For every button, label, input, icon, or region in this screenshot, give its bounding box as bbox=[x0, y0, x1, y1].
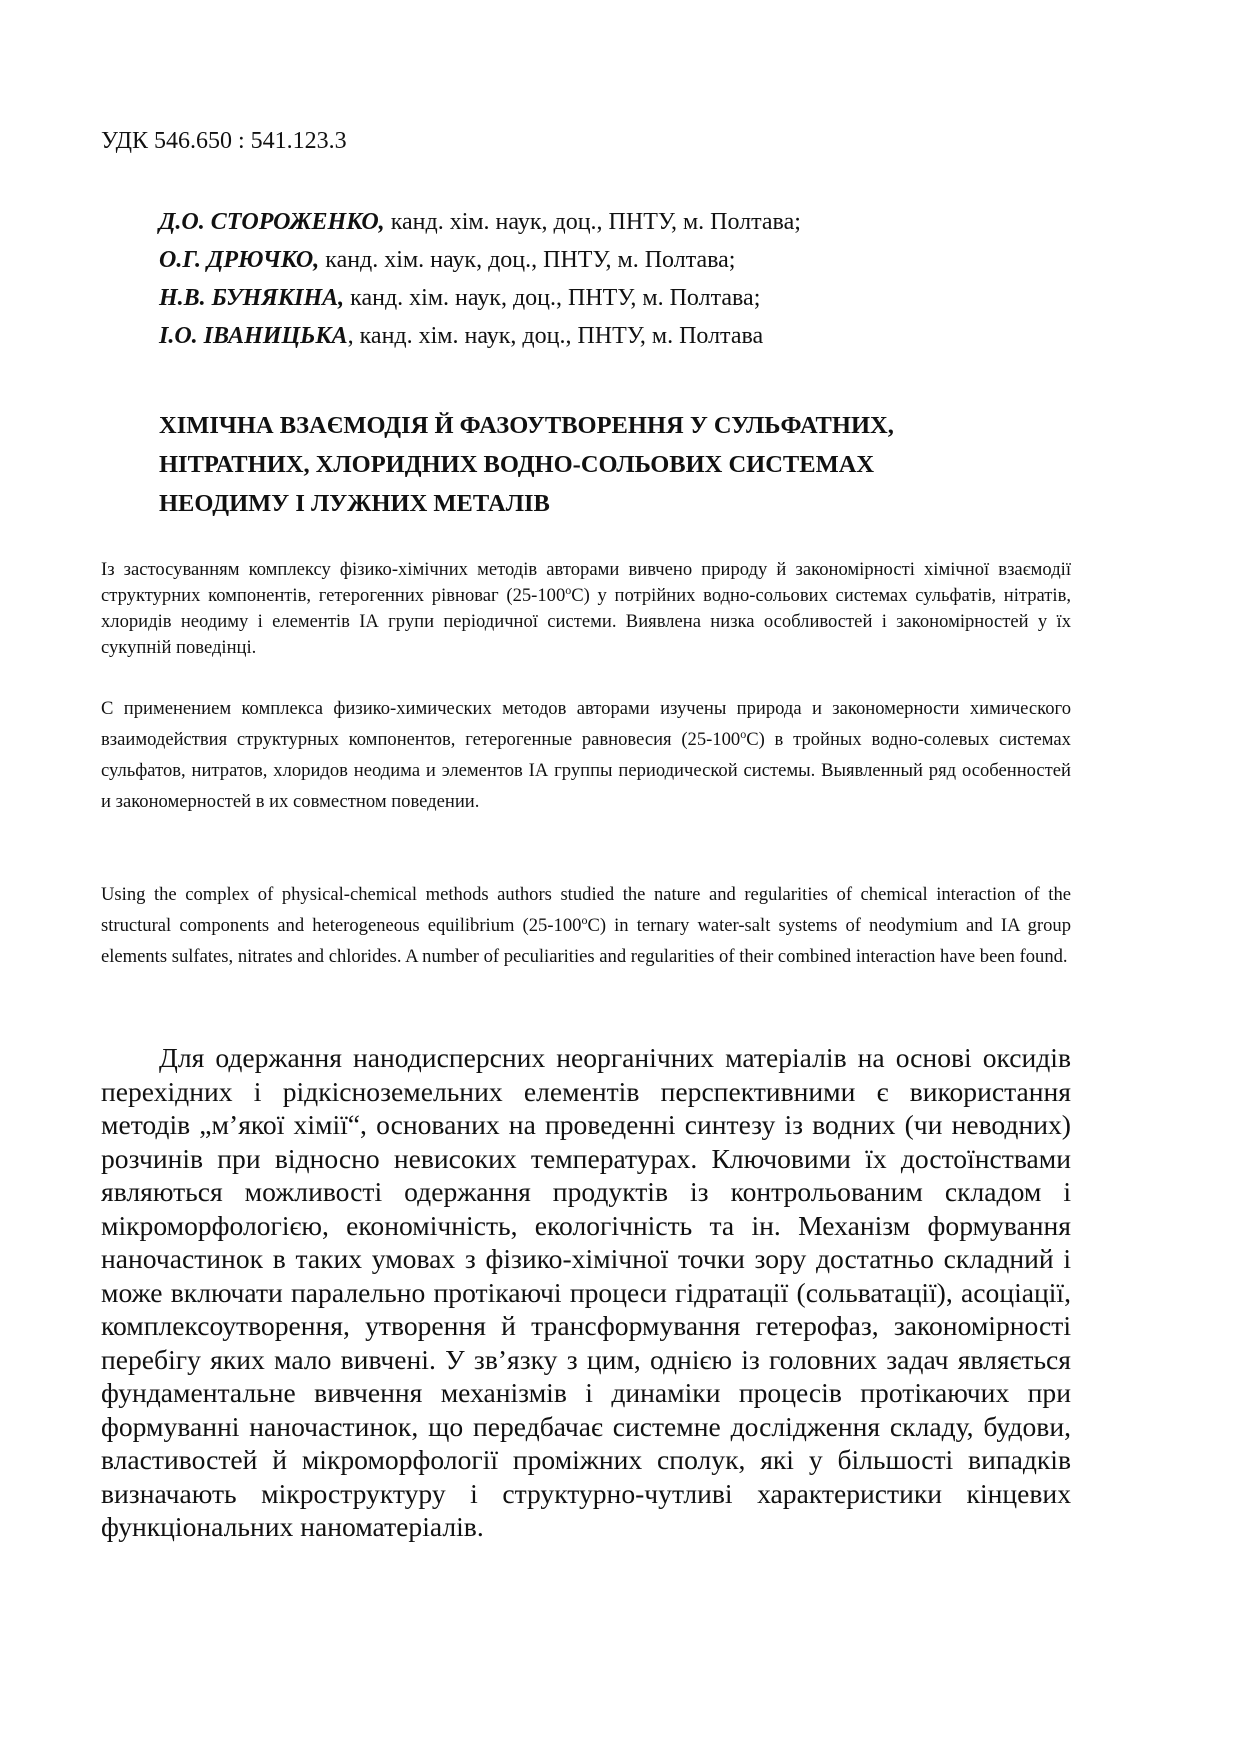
title-line: НЕОДИМУ І ЛУЖНИХ МЕТАЛІВ bbox=[159, 490, 550, 517]
body-paragraph: Для одержання нанодисперсних неорганічних матеріалів на основі оксидів перехідних і рідкісноземельних елементів перспективними є використання методів „м’якої хімії“, основаних на проведенні синтезу із водних (чи неводних) розчинів при відносно невисоких температурах. Ключовими їх достоїнствами являються можливості одержання продуктів із контрольованим складом і мікроморфологією, економічність, екологічність та ін. Механізм формування наночастинок в таких умовах з фізико-хімічної точки зору достатньо складний і може включати паралельно протікаючі процеси гідратації (сольватації), асоціації, комплексоутворення, утворення й трансформування гетерофаз, закономірності перебігу яких мало вивчені. У зв’язку з цим, однією із головних задач являється фундаментальне вивчення механізмів і динаміки процесів протікаючих при формуванні наночастинок, що передбачає системне дослідження складу, будови, властивостей й мікроморфології проміжних сполук, які у більшості випадків визначають мікроструктуру і структурно-чутливі характеристики кінцевих функціональних наноматеріалів. bbox=[101, 1042, 1071, 1542]
author-affiliation: канд. хім. наук, доц., ПНТУ, м. Полтава; bbox=[384, 209, 801, 235]
author-affiliation: канд. хім. наук, доц., ПНТУ, м. Полтава; bbox=[319, 247, 736, 273]
abstract-text: C) in ternary water-salt systems of neodymium and IA group elements sulfates, nitrates and chlorides. A number of peculiarities and regularities of their combined interaction have been found. bbox=[101, 915, 1071, 967]
author-name: О.Г. ДРЮЧКО, bbox=[159, 247, 320, 273]
degree-sign: o bbox=[565, 583, 572, 597]
author-name: Н.В. БУНЯКІНА, bbox=[159, 285, 345, 311]
abstract-ukrainian bbox=[101, 557, 1071, 661]
author-affiliation: , канд. хім. наук, доц., ПНТУ, м. Полтава bbox=[347, 323, 764, 349]
degree-sign: o bbox=[740, 727, 747, 741]
udc-code: УДК 546.650 : 541.123.3 bbox=[101, 128, 347, 154]
abstract-text: Із застосуванням комплексу фізико-хімічних методів авторами вивчено природу й закономірності хімічної взаємодії структурних компонентів, гетерогенних рівноваг (25-100 bbox=[101, 559, 1071, 606]
abstract-text: С применением комплекса физико-химических методов авторами изучены природа и закономерности химического взаимодействия структурных компонентов, гетерогенные равновесия (25-100 bbox=[101, 698, 1071, 750]
abstract-english bbox=[101, 879, 1071, 972]
author-line bbox=[159, 203, 1159, 241]
author-line bbox=[159, 317, 1159, 355]
author-list bbox=[159, 203, 1159, 355]
degree-sign: o bbox=[581, 913, 588, 927]
abstract-text: С) у потрійних водно-сольових системах сульфатів, нітратів, хлоридів неодиму і елементів ІА групи періодичної системи. Виявлена низка особливостей і закономірностей у їх сукупній поведінці. bbox=[101, 585, 1071, 658]
title-line: ХІМІЧНА ВЗАЄМОДІЯ Й ФАЗОУТВОРЕННЯ У СУЛЬФАТНИХ, bbox=[159, 412, 894, 439]
abstract-text: С) в тройных водно-солевых системах сульфатов, нитратов, хлоридов неодима и элементов ІА группы периодической системы. Выявленный ряд особенностей и закономерностей в их совместном поведении. bbox=[101, 729, 1071, 812]
author-line bbox=[159, 241, 1159, 279]
author-name: І.О. ІВАНИЦЬКА bbox=[159, 323, 348, 349]
abstract-text: Using the complex of physical-chemical methods authors studied the nature and regularities of chemical interaction of the structural components and heterogeneous equilibrium (25-100 bbox=[101, 884, 1071, 936]
author-name: Д.О. СТОРОЖЕНКО, bbox=[159, 209, 385, 235]
paper-title bbox=[159, 406, 1119, 523]
author-line bbox=[159, 279, 1159, 317]
title-line: НІТРАТНИХ, ХЛОРИДНИХ ВОДНО-СОЛЬОВИХ СИСТЕМАХ bbox=[159, 451, 875, 478]
author-affiliation: канд. хім. наук, доц., ПНТУ, м. Полтава; bbox=[344, 285, 761, 311]
abstract-russian bbox=[101, 693, 1071, 817]
